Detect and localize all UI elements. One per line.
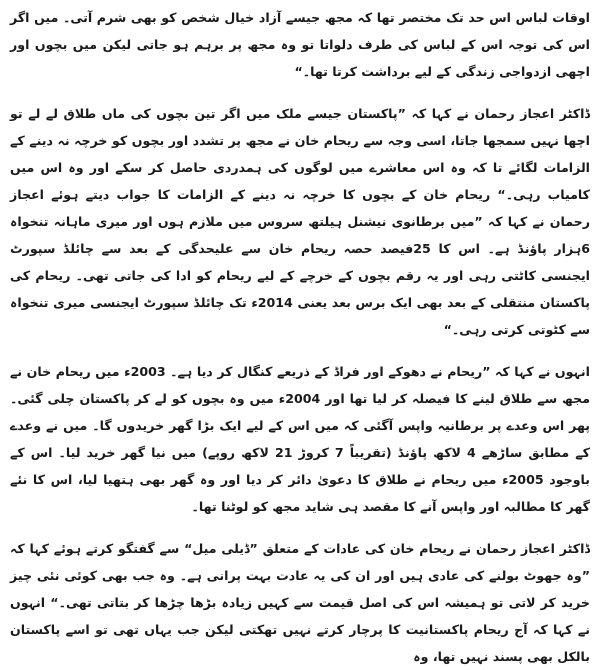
article-paragraph: ڈاکٹر اعجاز رحمان نے کہا کہ ”پاکستان جیسے ملک میں اگر تین بچوں کی ماں طلاق لے لے تو اچھا نہیں سمجھا جاتا، اسی وجہ سے ریحام خان نے مجھ پر تشدد اور بچوں کو خرچہ نہ دینے کے الزامات لگائے تا کہ وہ اس معاشرے میں لوگوں کی ہمدردی حاصل کر سکے اور وہ اس میں کامیاب رہی۔“ ریحام خان کے بچوں کا خرچہ نہ دینے کے الزامات کا جواب دیتے ہوئے اعجاز رحمان نے کہا کہ ”میں برطانوی نیشنل ہیلتھ سروس میں ملازم ہوں اور میری ماہانہ تنخواہ 6ہزار پاؤنڈ ہے۔ اس کا 25فیصد حصہ ریحام خان سے علیحدگی کے بعد سے چائلڈ سپورٹ ایجنسی کاٹتی رہی اور یہ رقم بچوں کے خرچے کے لیے ریحام کو ادا کی جاتی تھی۔ ریحام کی پاکستان منتقلی کے بعد بھی ایک برس بعد یعنی 2014ء تک چائلڈ سپورٹ ایجنسی میری تنخواہ سے کٹوتی کرتی رہی۔“ xyxy=(10,106,590,337)
article-paragraph: انہوں نے کہا کہ ”ریحام نے دھوکے اور فراڈ کے ذریعے کنگال کر دیا ہے۔ 2003ء میں ریحام خان نے مجھ سے طلاق لینے کا فیصلہ کر لیا تھا اور 2004ء میں وہ بچوں کو لے کر پاکستان چلی گئی۔ پھر اس وعدے پر برطانیہ واپس آگئی کہ میں اس کے لیے ایک بڑا گھر خریدوں گا۔ میں نے وعدے کے مطابق ساڑھے 4 لاکھ پاؤنڈ (تقریباً 7 کروڑ 21 لاکھ روپے) میں نیا گھر خرید لیا۔ اس کے باوجود 2005ء میں ریحام نے طلاق کا دعویٰ دائر کر دیا اور وہ گھر بھی ہتھیا لیا، اس کا نئے گھر کا مطالبہ اور واپس آنے کا مقصد ہی شاید مجھ کو لوٹنا تھا۔ xyxy=(10,364,591,514)
article-paragraph: اوقات لباس اس حد تک مختصر تھا کہ مجھ جیسے آزاد خیال شخص کو بھی شرم آتی۔ میں اگر اس کی توجہ اس کے لباس کی طرف دلواتا تو وہ مجھ پر برہم ہو جاتی لیکن میں بچوں اور اچھی ازدواجی زندگی کے لیے برداشت کرتا تھا۔“ xyxy=(10,10,590,79)
article-body xyxy=(10,4,590,670)
article-paragraph: ڈاکٹر اعجاز رحمان نے ریحام خان کی عادات کے متعلق ”ڈیلی میل“ سے گفتگو کرتے ہوئے کہا کہ ”وہ جھوٹ بولنے کی عادی ہیں اور ان کی یہ عادت بہت پرانی ہے۔ وہ جب بھی کوئی نئی چیز خرید کر لاتی تو ہمیشہ اس کی اصل قیمت سے کہیں زیادہ بڑھا چڑھا کر بتاتی تھی۔“ انہوں نے کہا کہ آج ریحام پاکستانیت کا پرچار کرتے نہیں تھکتی لیکن جب یہاں تھی تو اسے پاکستان بالکل بھی پسند نہیں تھا، وہ xyxy=(10,541,590,664)
